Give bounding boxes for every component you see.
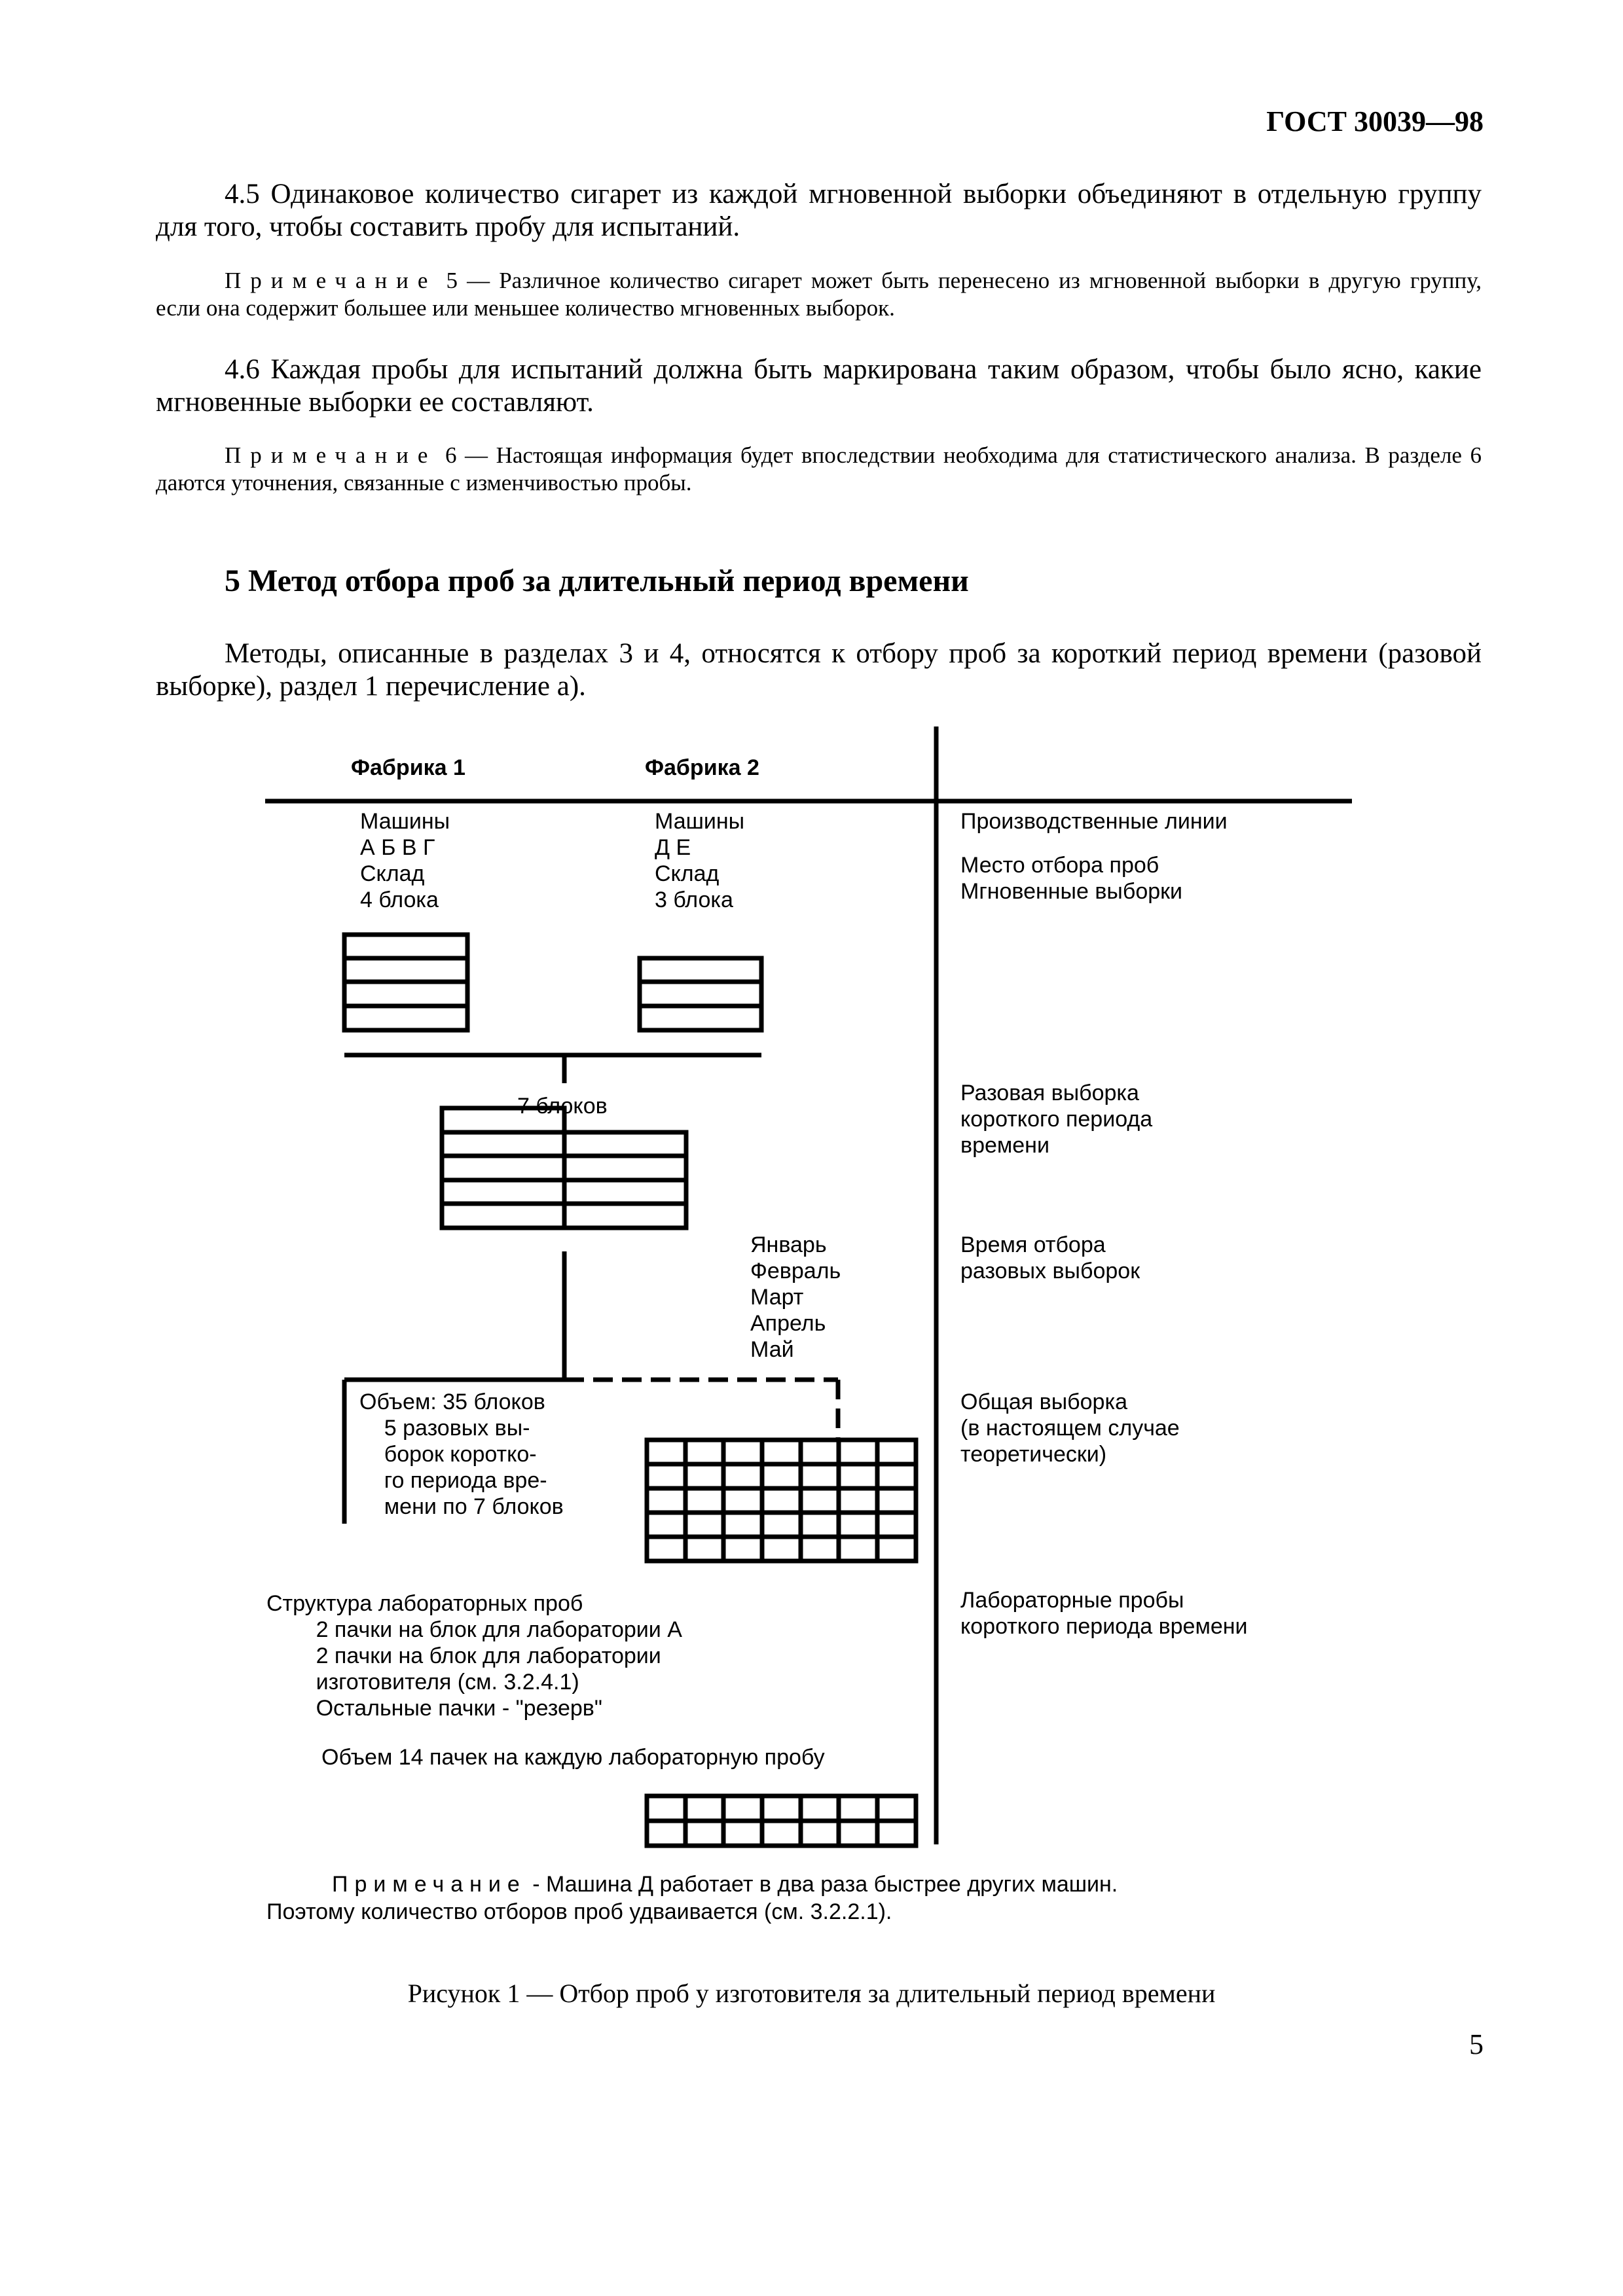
section-title: 5 Метод отбора проб за длительный период времени bbox=[225, 564, 969, 598]
note-5-label: Примечание bbox=[225, 268, 437, 293]
diagram-note-text: - Машина Д работает в два раза быстрее других машин. Поэтому количество отборов проб удваивается (см. 3.2.2.1). bbox=[266, 1872, 1118, 1924]
label-sampling-place: Место отбора проб Мгновенные выборки bbox=[960, 853, 1183, 904]
factory-2-details: Машины Д Е Склад 3 блока bbox=[655, 809, 745, 912]
figure-caption: Рисунок 1 — Отбор проб у изготовителя за длительный период времени bbox=[407, 1979, 1216, 2008]
section-intro: Методы, описанные в разделах 3 и 4, относятся к отбору проб за короткий период времени (разовой выборке), раздел 1 перечисление а). bbox=[156, 638, 1482, 702]
factory-2-blocks bbox=[640, 958, 761, 1030]
note-6-label: Примечание bbox=[225, 442, 437, 468]
seven-blocks-grid bbox=[442, 1108, 686, 1228]
note-5-text: 5 — Различное количество сигарет может быть перенесено из мгновенной выборки в другую группу, если она содержит большее или меньшее количество мгновенных выборок. bbox=[156, 268, 1482, 321]
factory-1-details: Машины А Б В Г Склад 4 блока bbox=[360, 809, 450, 912]
seven-blocks-label: 7 блоков bbox=[517, 1094, 608, 1119]
months-list: Январь Февраль Март Апрель Май bbox=[750, 1232, 841, 1362]
factory-2-label: Фабрика 2 bbox=[645, 755, 759, 780]
label-production-lines: Производственные линии bbox=[960, 809, 1228, 834]
document-code: ГОСТ 30039—98 bbox=[1266, 105, 1484, 137]
diagram-note-label: Примечание bbox=[332, 1872, 526, 1897]
label-lab-samples: Лабораторные пробы короткого периода времени bbox=[960, 1588, 1248, 1639]
label-total-sample: Общая выборка (в настоящем случае теоретически) bbox=[960, 1390, 1180, 1467]
factory-1-label: Фабрика 1 bbox=[351, 755, 465, 780]
label-single-sample: Разовая выборка короткого периода времени bbox=[960, 1081, 1153, 1158]
total-sample-grid bbox=[647, 1440, 916, 1561]
paragraph-4-6: 4.6 Каждая пробы для испытаний должна быть маркирована таким образом, чтобы было ясно, какие мгновенные выборки ее составляют. bbox=[156, 354, 1482, 418]
label-sampling-time: Время отбора разовых выборок bbox=[960, 1232, 1140, 1283]
page-number: 5 bbox=[1469, 2028, 1484, 2060]
paragraph-4-5: 4.5 Одинаковое количество сигарет из каждой мгновенной выборки объединяют в отдельную группу для того, чтобы составить пробу для испытаний. bbox=[156, 179, 1482, 242]
diagram-note bbox=[266, 1871, 1118, 1926]
lab-volume-label: Объем 14 пачек на каждую лабораторную пробу bbox=[321, 1745, 825, 1770]
note-6-text: 6 — Настоящая информация будет впоследствии необходима для статистического анализа. В разделе 6 даются уточнения, связанные с изменчивостью пробы. bbox=[156, 442, 1482, 495]
factory-1-blocks bbox=[344, 935, 467, 1030]
lab-structure-label: Структура лабораторных проб 2 пачки на блок для лаборатории А 2 пачки на блок для лаборатории изготовителя (см. 3.2.4.1) Остальные пачки - "резерв" bbox=[266, 1591, 682, 1721]
lab-sample-grid bbox=[647, 1796, 916, 1846]
total-volume-label: Объем: 35 блоков 5 разовых вы- борок коротко- го периода вре- мени по 7 блоков bbox=[359, 1390, 564, 1519]
